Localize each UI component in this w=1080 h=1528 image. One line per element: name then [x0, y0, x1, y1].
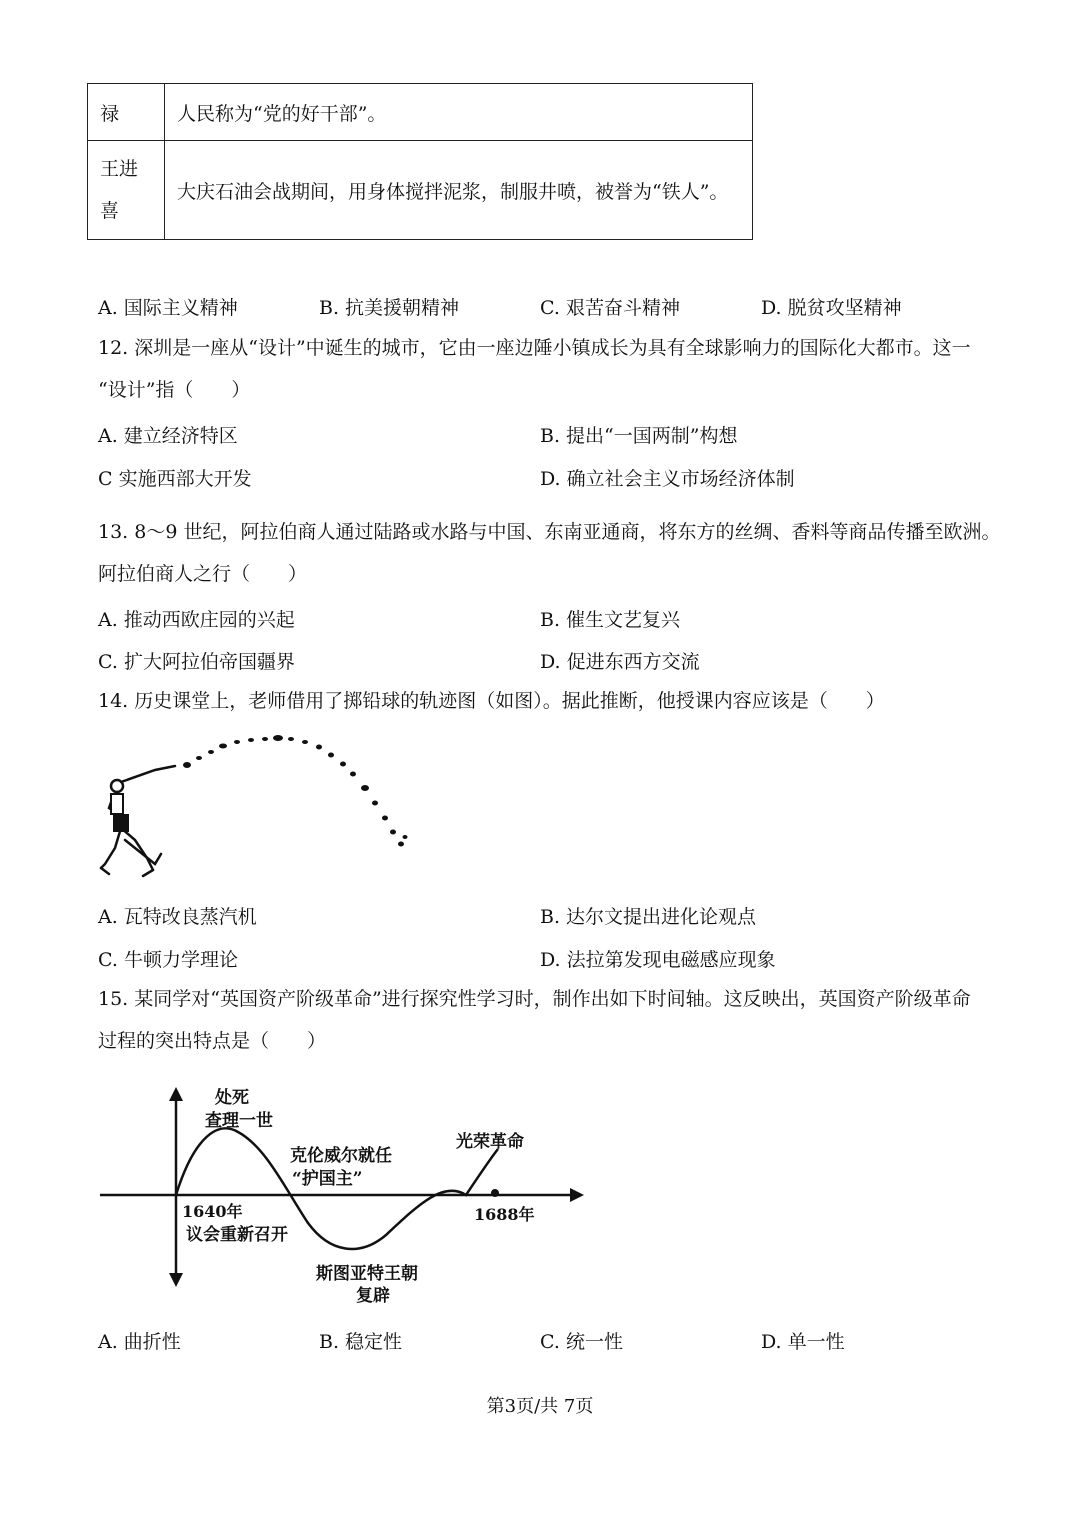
label-execution-line1: 处死	[215, 1088, 249, 1108]
option-b[interactable]: B. 稳定性	[319, 1331, 403, 1353]
option-a[interactable]: A. 建立经济特区	[98, 425, 238, 447]
option-d[interactable]: D. 确立社会主义市场经济体制	[540, 468, 795, 490]
question-14-stem: 14. 历史课堂上，老师借用了掷铅球的轨迹图（如图）。据此推断，他授课内容应该是（ ）	[98, 690, 885, 712]
option-c[interactable]: C. 扩大阿拉伯帝国疆界	[98, 651, 295, 673]
question-13-stem-line2: 阿拉伯商人之行（ ）	[98, 563, 308, 585]
label-end-year: 1688年	[474, 1205, 535, 1224]
label-restoration-line1: 斯图亚特王朝	[316, 1264, 418, 1284]
page-number: 第3页/共 7页	[486, 1396, 594, 1417]
option-b[interactable]: B. 达尔文提出进化论观点	[540, 906, 757, 928]
label-restoration-line2: 复辟	[356, 1286, 390, 1306]
athlete-torso	[111, 794, 123, 814]
name-line: 喜	[100, 200, 120, 222]
option-a[interactable]: A. 国际主义精神	[98, 297, 238, 319]
table-row	[88, 84, 753, 141]
option-c[interactable]: C. 艰苦奋斗精神	[540, 297, 680, 319]
trajectory-dots	[183, 735, 408, 847]
shot-put-trajectory-figure	[95, 728, 425, 883]
option-a[interactable]: A. 瓦特改良蒸汽机	[98, 906, 257, 928]
option-b[interactable]: B. 催生文艺复兴	[540, 609, 681, 631]
question-15-stem-line2: 过程的突出特点是（ ）	[98, 1030, 327, 1052]
table-cell-desc: 大庆石油会战期间，用身体搅拌泥浆，制服井喷，被誉为“铁人”。	[165, 141, 753, 240]
table-cell-name: 禄	[88, 84, 165, 141]
label-start-year: 1640年	[182, 1202, 243, 1221]
option-c[interactable]: C. 统一性	[540, 1331, 623, 1353]
option-c[interactable]: C. 牛顿力学理论	[98, 949, 238, 971]
label-start-event: 议会重新召开	[186, 1225, 288, 1245]
option-a[interactable]: A. 曲折性	[98, 1331, 181, 1353]
revolution-timeline-figure	[98, 1075, 598, 1305]
question-12-stem-line2: “设计”指（ ）	[98, 379, 251, 401]
label-execution-line2: 查理一世	[205, 1111, 273, 1131]
table-cell-desc: 人民称为“党的好干部”。	[165, 84, 753, 141]
athlete-shorts	[113, 814, 129, 832]
option-d[interactable]: D. 单一性	[761, 1331, 845, 1353]
option-a[interactable]: A. 推动西欧庄园的兴起	[98, 609, 295, 631]
label-glorious-revolution: 光荣革命	[456, 1132, 524, 1152]
question-12-stem-line1: 12. 深圳是一座从“设计”中诞生的城市，它由一座边陲小镇成长为具有全球影响力的国际化大都市。这一	[98, 337, 971, 359]
athlete-figure	[101, 766, 175, 876]
question-15-stem-line1: 15. 某同学对“英国资产阶级革命”进行探究性学习时，制作出如下时间轴。这反映出，英国资产阶级革命	[98, 988, 971, 1010]
option-b[interactable]: B. 提出“一国两制”构想	[540, 425, 738, 447]
option-b[interactable]: B. 抗美援朝精神	[319, 297, 460, 319]
option-d[interactable]: D. 脱贫攻坚精神	[761, 297, 902, 319]
label-cromwell-line1: 克伦威尔就任	[290, 1146, 392, 1166]
question-13-stem-line1: 13. 8～9 世纪，阿拉伯商人通过陆路或水路与中国、东南亚通商，将东方的丝绸、香料等商品传播至欧洲。	[98, 521, 1001, 543]
option-d[interactable]: D. 促进东西方交流	[540, 651, 700, 673]
option-d[interactable]: D. 法拉第发现电磁感应现象	[540, 949, 776, 971]
name-line: 王进	[100, 158, 139, 180]
option-c[interactable]: C 实施西部大开发	[98, 468, 252, 490]
figures-table	[87, 83, 753, 240]
table-row	[88, 141, 753, 240]
label-cromwell-line2: “护国主”	[292, 1169, 363, 1189]
table-cell-name	[88, 141, 165, 240]
